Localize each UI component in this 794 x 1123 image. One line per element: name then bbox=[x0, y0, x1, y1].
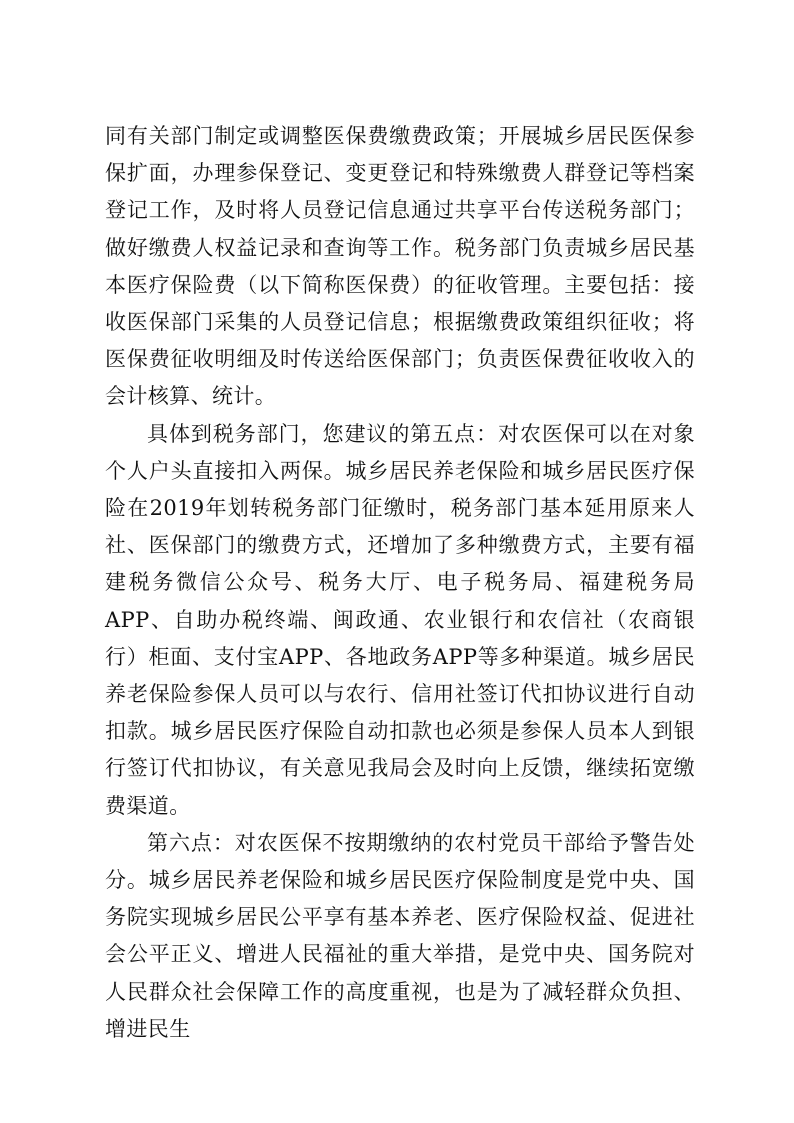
paragraph-2: 具体到税务部门，您建议的第五点：对农医保可以在对象个人户头直接扣入两保。城乡居民养老保险和城乡居民医疗保险在2019年划转税务部门征缴时，税务部门基本延用原来人社、医保部门的缴费方式，还增加了多种缴费方式，主要有福建税务微信公众号、税务大厅、电子税务局、福建税务局APP、自助办税终端、闽政通、农业银行和农信社（农商银行）柜面、支付宝APP、各地政务APP等多种渠道。城乡居民养老保险参保人员可以与农行、信用社签订代扣协议进行自动扣款。城乡居民医疗保险自动扣款也必须是参保人员本人到银行签订代扣协议，有关意见我局会及时向上反馈，继续拓宽缴费渠道。 bbox=[105, 421, 695, 818]
paragraph-1: 同有关部门制定或调整医保费缴费政策；开展城乡居民医保参保扩面，办理参保登记、变更登记和特殊缴费人群登记等档案登记工作，及时将人员登记信息通过共享平台传送税务部门；做好缴费人权益记录和查询等工作。税务部门负责城乡居民基本医疗保险费（以下简称医保费）的征收管理。主要包括：接收医保部门采集的人员登记信息；根据缴费政策组织征收；将医保费征收明细及时传送给医保部门；负责医保费征收收入的会计核算、统计。 bbox=[105, 124, 695, 409]
paragraph-3: 第六点：对农医保不按期缴纳的农村党员干部给予警告处分。城乡居民养老保险和城乡居民医疗保险制度是党中央、国务院实现城乡居民公平享有基本养老、医疗保险权益、促进社会公平正义、增进人民福祉的重大举措，是党中央、国务院对人民群众社会保障工作的高度重视，也是为了减轻群众负担、增进民生 bbox=[105, 830, 695, 1041]
document-body bbox=[105, 118, 695, 1048]
